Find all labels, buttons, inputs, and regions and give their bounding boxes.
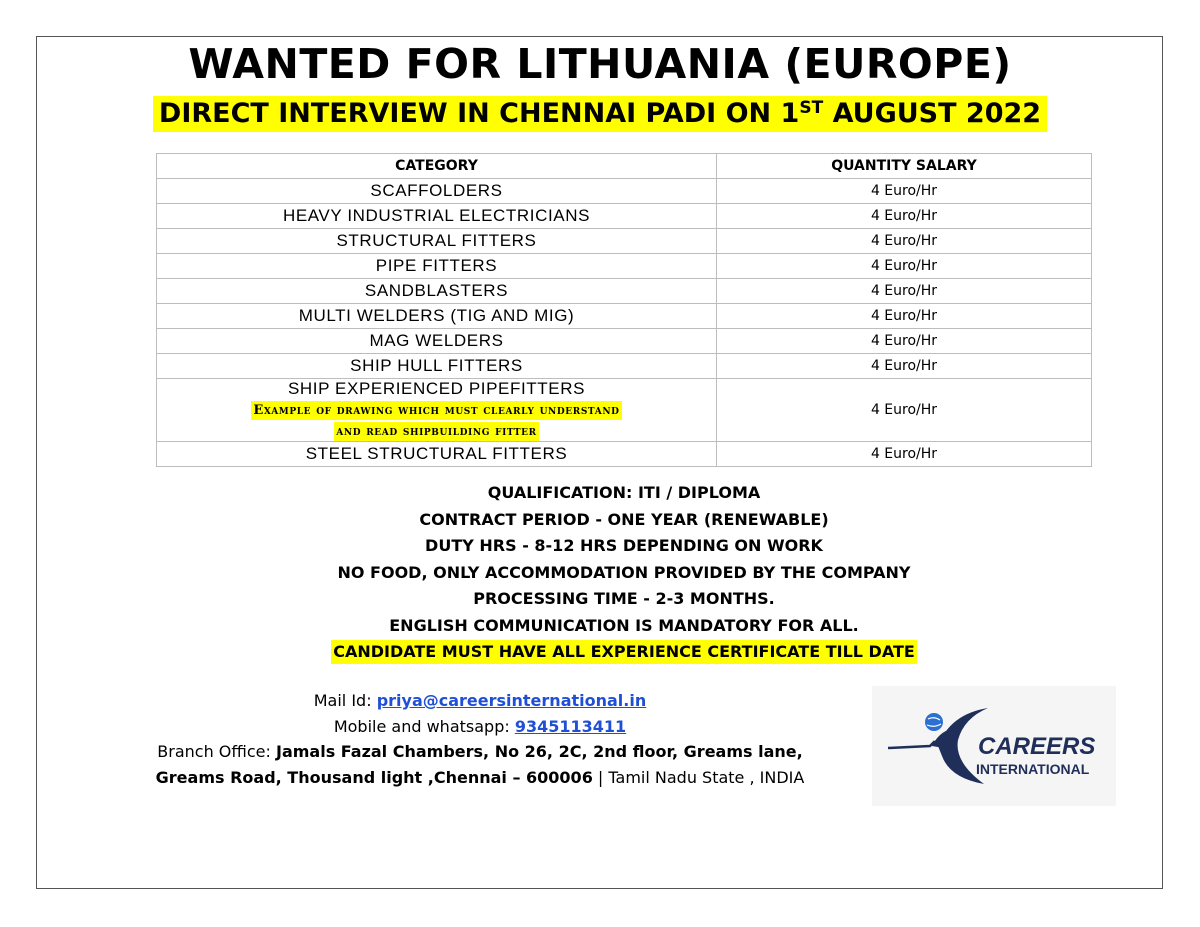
subtitle-text-pre: DIRECT INTERVIEW IN CHENNAI PADI ON 1 — [158, 98, 800, 129]
table-header-row — [157, 154, 1092, 179]
category-cell: MAG WELDERS — [157, 329, 717, 354]
salary-cell: 4 Euro/Hr — [717, 279, 1092, 304]
salary-cell: 4 Euro/Hr — [717, 329, 1092, 354]
table-row — [157, 379, 1092, 442]
salary-cell: 4 Euro/Hr — [717, 179, 1092, 204]
salary-cell: 4 Euro/Hr — [717, 204, 1092, 229]
logo-word-international: INTERNATIONAL — [976, 761, 1090, 777]
logo-graphic — [872, 686, 1116, 806]
table-row — [157, 279, 1092, 304]
branch-separator: | — [592, 767, 609, 787]
branch-address-1: Jamals Fazal Chambers, No 26, 2C, 2nd floor, Greams lane, — [275, 742, 803, 761]
processing-text: PROCESSING TIME - 2-3 MONTHS. — [473, 589, 775, 608]
table-row — [157, 354, 1092, 379]
interview-subtitle — [153, 96, 1047, 132]
salary-cell: 4 Euro/Hr — [717, 379, 1092, 442]
table-row — [157, 329, 1092, 354]
header-category: CATEGORY — [157, 154, 717, 179]
category-cell: MULTI WELDERS (TIG AND MIG) — [157, 304, 717, 329]
accommodation-text: NO FOOD, ONLY ACCOMMODATION PROVIDED BY THE COMPANY — [337, 562, 911, 582]
subtitle-text-post: AUGUST 2022 — [823, 98, 1042, 129]
table-row — [157, 254, 1092, 279]
branch-state: Tamil Nadu State , INDIA — [608, 767, 805, 787]
salary-cell: 4 Euro/Hr — [717, 229, 1092, 254]
contact-block — [140, 688, 820, 790]
table-row — [157, 179, 1092, 204]
category-cell: SHIP HULL FITTERS — [157, 354, 717, 379]
table-row — [157, 304, 1092, 329]
logo-word-careers: CAREERS — [978, 733, 1096, 760]
page-title: WANTED FOR LITHUANIA (EUROPE) — [188, 40, 1012, 88]
jobs-table — [156, 153, 1092, 467]
branch-line-2 — [140, 765, 820, 791]
category-cell: STEEL STRUCTURAL FITTERS — [157, 442, 717, 467]
mobile-link[interactable]: 9345113411 — [514, 716, 627, 736]
branch-address-2: Greams Road, Thousand light ,Chennai – 600006 — [155, 767, 593, 787]
header-salary: QUANTITY SALARY — [717, 154, 1092, 179]
contract-text: CONTRACT PERIOD - ONE YEAR (RENEWABLE) — [419, 509, 829, 529]
mobile-line — [140, 714, 820, 740]
job-details — [0, 480, 1200, 666]
category-cell: HEAVY INDUSTRIAL ELECTRICIANS — [157, 204, 717, 229]
category-cell — [157, 379, 717, 442]
mail-line — [140, 688, 820, 714]
salary-cell: 4 Euro/Hr — [717, 254, 1092, 279]
branch-label: Branch Office: — [157, 742, 276, 761]
globe-icon — [925, 713, 943, 731]
certificate-text: CANDIDATE MUST HAVE ALL EXPERIENCE CERTIFICATE TILL DATE — [331, 640, 917, 664]
subtitle-wrap — [0, 96, 1200, 132]
table-row — [157, 204, 1092, 229]
mobile-label: Mobile and whatsapp: — [333, 716, 515, 736]
category-cell: STRUCTURAL FITTERS — [157, 229, 717, 254]
category-note-line1: Example of drawing which must clearly understand — [253, 403, 620, 418]
table-row — [157, 442, 1092, 467]
mail-link[interactable]: priya@careersinternational.in — [376, 691, 647, 710]
category-label: SHIP EXPERIENCED PIPEFITTERS — [287, 379, 586, 398]
category-note-line2: and read shipbuilding fitter — [336, 424, 537, 439]
category-cell: SCAFFOLDERS — [157, 179, 717, 204]
salary-cell: 4 Euro/Hr — [717, 304, 1092, 329]
qualification-text: QUALIFICATION: ITI / DIPLOMA — [487, 483, 761, 502]
english-text: ENGLISH COMMUNICATION IS MANDATORY FOR ALL. — [389, 615, 859, 635]
salary-cell: 4 Euro/Hr — [717, 354, 1092, 379]
careers-international-logo — [872, 686, 1116, 806]
mail-label: Mail Id: — [313, 691, 377, 710]
table-row — [157, 229, 1092, 254]
subtitle-ordinal: ST — [799, 98, 824, 118]
certificate-line — [0, 639, 1200, 666]
category-cell: SANDBLASTERS — [157, 279, 717, 304]
category-cell: PIPE FITTERS — [157, 254, 717, 279]
duty-hours-text: DUTY HRS - 8-12 HRS DEPENDING ON WORK — [425, 536, 823, 555]
salary-cell: 4 Euro/Hr — [717, 442, 1092, 467]
branch-line-1 — [140, 739, 820, 765]
